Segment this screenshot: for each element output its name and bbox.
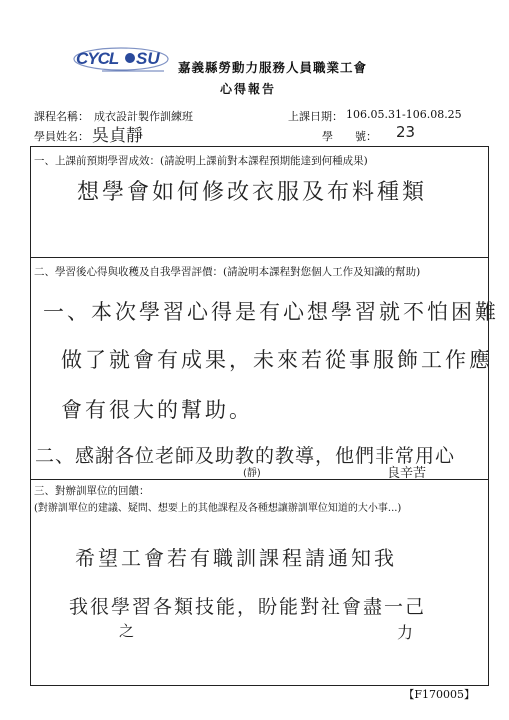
date-value: 106.05.31-106.08.25	[346, 108, 462, 121]
report-form	[30, 146, 499, 686]
section-title: 二、學習後心得與收穫及自我學習評價：(請說明本課程對您個人工作及知識的幫助)	[34, 266, 421, 278]
logo-mark	[72, 46, 170, 76]
form-serial-number: 【F170005】	[403, 688, 475, 701]
handwritten-line: 一、本次學習心得是有心想學習就不怕困難	[43, 300, 499, 324]
handwritten-line: 希望工會若有職訓課程請通知我	[75, 546, 397, 570]
handwritten-line: 想學會如何修改衣服及布料種類	[77, 180, 428, 205]
handwritten-line: 力	[397, 623, 414, 642]
report-title: 心得報告	[220, 82, 277, 96]
svg-text:CYCL: CYCL	[76, 49, 119, 68]
id-label: 學 號：	[322, 130, 377, 143]
handwritten-line: 之	[119, 622, 135, 640]
handwritten-line: 會有很大的幫助。	[61, 398, 253, 422]
section-reflection	[31, 257, 499, 481]
handwritten-line: 我很學習各類技能，盼能對社會盡一己	[69, 596, 427, 618]
svg-text:SU: SU	[136, 49, 160, 68]
handwritten-line: 做了就會有成果，未來若從事服飾工作應	[61, 348, 493, 372]
section-subtitle: (對辦訓單位的建議、疑問、想要上的其他課程及各種想讓辦訓單位知道的大小事...)	[34, 503, 402, 514]
handwritten-note: (靜)	[243, 468, 261, 479]
organization-name: 嘉義縣勞動力服務人員職業工會	[178, 60, 368, 75]
date-label: 上課日期：	[288, 110, 343, 123]
section-title: 三、對辦訓單位的回饋：	[34, 485, 150, 497]
section-expected-outcomes	[31, 147, 488, 257]
course-label: 課程名稱：	[34, 110, 89, 123]
student-label: 學員姓名：	[34, 130, 89, 143]
section-feedback	[31, 479, 488, 686]
organization-logo	[72, 46, 170, 76]
student-name: 吳貞靜	[92, 126, 143, 146]
handwritten-line: 二、感謝各位老師及助教的教導，他們非常用心	[35, 445, 456, 467]
section-title: 一、上課前預期學習成效：(請說明上課前對本課程預期能達到何種成果)	[34, 155, 368, 167]
course-name: 成衣設計製作訓練班	[94, 110, 193, 123]
id-value: 23	[396, 123, 416, 141]
handwritten-line: 良辛苦	[387, 466, 427, 481]
